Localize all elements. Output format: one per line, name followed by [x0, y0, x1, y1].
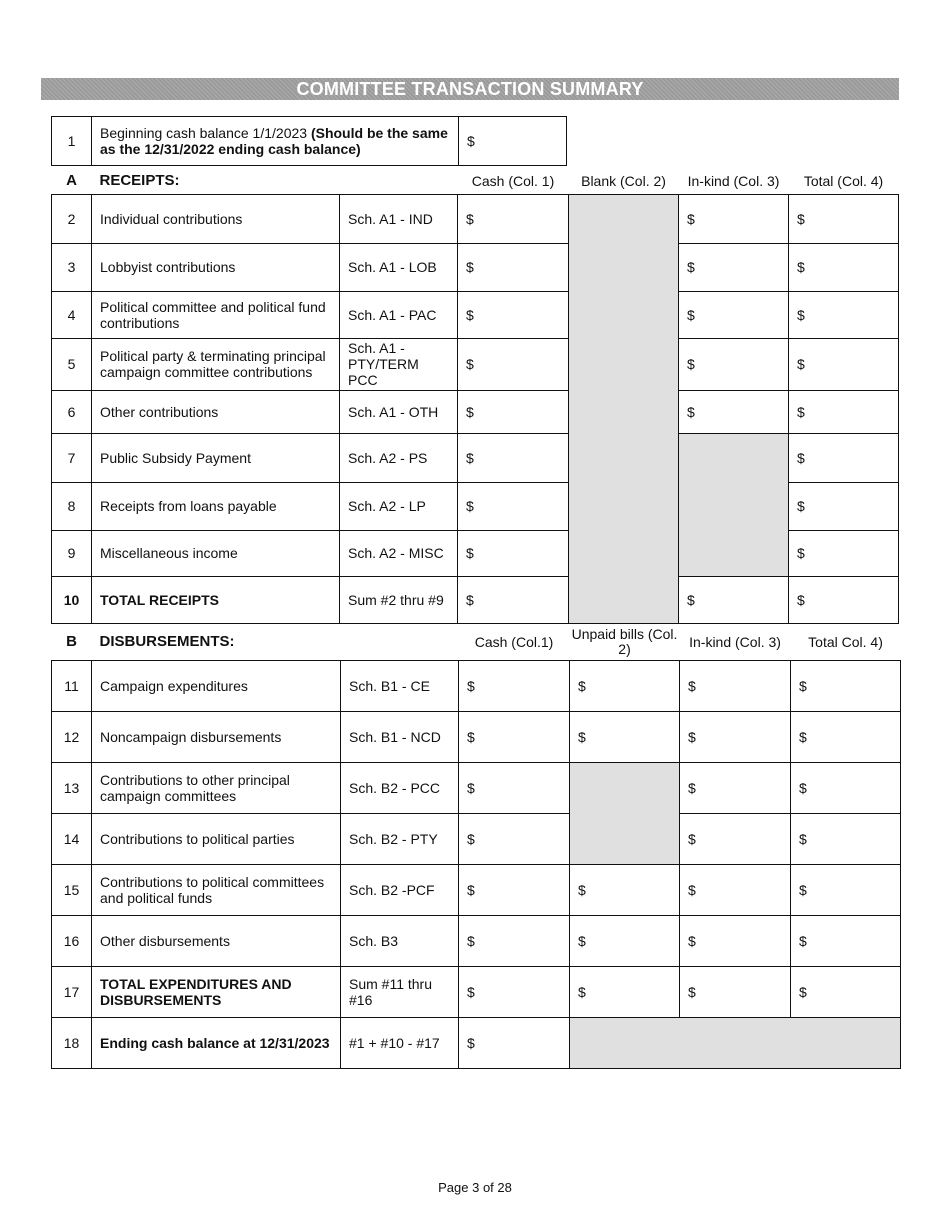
- schedule-ref: Sch. A1 - LOB: [340, 243, 458, 291]
- line-number: 13: [52, 762, 92, 813]
- unpaid-bills-field[interactable]: $: [570, 711, 680, 762]
- unpaid-bills-field[interactable]: $: [570, 864, 680, 915]
- line-number: 3: [52, 243, 92, 291]
- beginning-balance-note: (Should be the same as the 12/31/2022 ending cash balance): [100, 125, 448, 157]
- table-row: [52, 711, 901, 762]
- beginning-balance-label: [92, 117, 459, 165]
- receipts-heading: RECEIPTS:: [92, 168, 458, 194]
- inkind-field[interactable]: $: [680, 660, 791, 711]
- line-label: TOTAL RECEIPTS: [92, 576, 340, 623]
- schedule-ref: Sum #2 thru #9: [340, 576, 458, 623]
- section-letter: B: [52, 625, 92, 660]
- line-label: Other disbursements: [92, 915, 341, 966]
- beginning-balance-text: Beginning cash balance 1/1/2023: [100, 125, 311, 141]
- col-header-total: Total (Col. 4): [789, 168, 899, 194]
- line-number: 18: [52, 1017, 92, 1068]
- line-number: 10: [52, 576, 92, 623]
- inkind-field[interactable]: $: [679, 291, 789, 338]
- table-row: [52, 338, 899, 390]
- total-field[interactable]: $: [789, 243, 899, 291]
- line-label: Other contributions: [92, 390, 340, 433]
- col-header-cash: Cash (Col.1): [459, 625, 570, 660]
- cash-field[interactable]: $: [459, 915, 570, 966]
- blank-column-shaded: [569, 194, 679, 623]
- cash-field[interactable]: $: [458, 530, 569, 576]
- beginning-balance-field[interactable]: $: [467, 133, 475, 149]
- line-label: Miscellaneous income: [92, 530, 340, 576]
- cash-field[interactable]: $: [459, 966, 570, 1017]
- col-header-blank: Blank (Col. 2): [569, 168, 679, 194]
- col-header-inkind: In-kind (Col. 3): [680, 625, 791, 660]
- inkind-field[interactable]: $: [680, 864, 791, 915]
- schedule-ref: Sum #11 thru #16: [341, 966, 459, 1017]
- table-row: [52, 576, 899, 623]
- col-header-inkind: In-kind (Col. 3): [679, 168, 789, 194]
- schedule-ref: Sch. B3: [341, 915, 459, 966]
- page-title: COMMITTEE TRANSACTION SUMMARY: [296, 78, 644, 99]
- disbursements-table: [51, 625, 901, 1069]
- inkind-field[interactable]: $: [679, 576, 789, 623]
- total-field[interactable]: $: [789, 390, 899, 433]
- total-field[interactable]: $: [789, 530, 899, 576]
- total-field[interactable]: $: [791, 966, 901, 1017]
- col-header-total: Total Col. 4): [791, 625, 901, 660]
- total-field[interactable]: $: [791, 864, 901, 915]
- schedule-ref: Sch. A2 - MISC: [340, 530, 458, 576]
- inkind-field[interactable]: $: [680, 966, 791, 1017]
- line-label: Individual contributions: [92, 194, 340, 243]
- table-row: [52, 433, 899, 482]
- table-row: [52, 291, 899, 338]
- table-row: [52, 762, 901, 813]
- receipts-header: [52, 168, 899, 194]
- col-header-cash: Cash (Col. 1): [458, 168, 569, 194]
- inkind-field[interactable]: $: [679, 194, 789, 243]
- total-field[interactable]: $: [791, 915, 901, 966]
- ending-balance-shaded: [570, 1017, 901, 1068]
- table-row: [52, 194, 899, 243]
- table-row: [52, 243, 899, 291]
- receipts-table: [51, 168, 899, 624]
- schedule-ref: #1 + #10 - #17: [341, 1017, 459, 1068]
- line-number: 5: [52, 338, 92, 390]
- line-number: 11: [52, 660, 92, 711]
- inkind-field[interactable]: $: [680, 813, 791, 864]
- line-label: Political committee and political fund contributions: [92, 291, 340, 338]
- table-row: [52, 660, 901, 711]
- line-number: 1: [52, 117, 92, 165]
- inkind-field[interactable]: $: [680, 762, 791, 813]
- cash-field[interactable]: $: [458, 291, 569, 338]
- cash-field[interactable]: $: [459, 711, 570, 762]
- disbursements-header: [52, 625, 901, 660]
- line-number: 2: [52, 194, 92, 243]
- beginning-balance-row: [51, 116, 567, 166]
- line-number: 12: [52, 711, 92, 762]
- cash-field[interactable]: $: [458, 433, 569, 482]
- inkind-field[interactable]: $: [679, 243, 789, 291]
- line-label: Campaign expenditures: [92, 660, 341, 711]
- line-label: Political party & terminating principal campaign committee contributions: [92, 338, 340, 390]
- inkind-column-shaded: [679, 433, 789, 576]
- line-label: Receipts from loans payable: [92, 482, 340, 530]
- cash-field[interactable]: $: [458, 576, 569, 623]
- total-field[interactable]: $: [789, 194, 899, 243]
- section-letter: A: [52, 168, 92, 194]
- schedule-ref: Sch. A2 - PS: [340, 433, 458, 482]
- total-field[interactable]: $: [791, 813, 901, 864]
- line-number: 9: [52, 530, 92, 576]
- line-label: Contributions to political parties: [92, 813, 341, 864]
- line-number: 14: [52, 813, 92, 864]
- cash-field[interactable]: $: [458, 194, 569, 243]
- cash-field[interactable]: $: [458, 390, 569, 433]
- table-row: [52, 390, 899, 433]
- cash-field[interactable]: $: [458, 338, 569, 390]
- total-field[interactable]: $: [789, 338, 899, 390]
- inkind-field[interactable]: $: [680, 915, 791, 966]
- total-field[interactable]: $: [789, 433, 899, 482]
- line-number: 16: [52, 915, 92, 966]
- unpaid-bills-field[interactable]: $: [570, 966, 680, 1017]
- line-number: 15: [52, 864, 92, 915]
- schedule-ref: Sch. A1 - PAC: [340, 291, 458, 338]
- line-label: Contributions to other principal campaign committees: [92, 762, 341, 813]
- total-field[interactable]: $: [791, 711, 901, 762]
- cash-field[interactable]: $: [459, 660, 570, 711]
- line-label: Noncampaign disbursements: [92, 711, 341, 762]
- total-field[interactable]: $: [789, 576, 899, 623]
- inkind-field[interactable]: $: [679, 338, 789, 390]
- table-row: [52, 864, 901, 915]
- schedule-ref: Sch. A1 - IND: [340, 194, 458, 243]
- line-label: TOTAL EXPENDITURES AND DISBURSEMENTS: [92, 966, 341, 1017]
- table-row: [52, 966, 901, 1017]
- total-field[interactable]: $: [791, 762, 901, 813]
- line-label: Ending cash balance at 12/31/2023: [92, 1017, 341, 1068]
- section-title-banner: [41, 78, 899, 100]
- total-field[interactable]: $: [789, 482, 899, 530]
- table-row: [52, 1017, 901, 1068]
- schedule-ref: Sch. A2 - LP: [340, 482, 458, 530]
- disbursements-heading: DISBURSEMENTS:: [92, 625, 459, 660]
- line-number: 8: [52, 482, 92, 530]
- table-row: [52, 915, 901, 966]
- schedule-ref: Sch. B2 - PTY: [341, 813, 459, 864]
- line-number: 6: [52, 390, 92, 433]
- line-number: 7: [52, 433, 92, 482]
- unpaid-bills-field[interactable]: $: [570, 915, 680, 966]
- schedule-ref: Sch. B2 - PCC: [341, 762, 459, 813]
- schedule-ref: Sch. A1 - PTY/TERM PCC: [340, 338, 458, 390]
- col-header-unpaid-bills: Unpaid bills (Col. 2): [570, 625, 680, 660]
- total-field[interactable]: $: [791, 660, 901, 711]
- cash-field[interactable]: $: [459, 813, 570, 864]
- line-label: Lobbyist contributions: [92, 243, 340, 291]
- cash-field[interactable]: $: [458, 243, 569, 291]
- unpaid-bills-shaded: [570, 762, 680, 864]
- page-number: Page 3 of 28: [438, 1180, 512, 1195]
- schedule-ref: Sch. A1 - OTH: [340, 390, 458, 433]
- inkind-field[interactable]: $: [679, 390, 789, 433]
- schedule-ref: Sch. B2 -PCF: [341, 864, 459, 915]
- unpaid-bills-field[interactable]: $: [570, 660, 680, 711]
- table-row: [52, 813, 901, 864]
- line-label: Public Subsidy Payment: [92, 433, 340, 482]
- cash-field[interactable]: $: [459, 762, 570, 813]
- cash-field[interactable]: $: [458, 482, 569, 530]
- total-field[interactable]: $: [789, 291, 899, 338]
- cash-field[interactable]: $: [459, 1017, 570, 1068]
- cash-field[interactable]: $: [459, 864, 570, 915]
- schedule-ref: Sch. B1 - NCD: [341, 711, 459, 762]
- schedule-ref: Sch. B1 - CE: [341, 660, 459, 711]
- line-number: 17: [52, 966, 92, 1017]
- inkind-field[interactable]: $: [680, 711, 791, 762]
- line-label: Contributions to political committees and political funds: [92, 864, 341, 915]
- line-number: 4: [52, 291, 92, 338]
